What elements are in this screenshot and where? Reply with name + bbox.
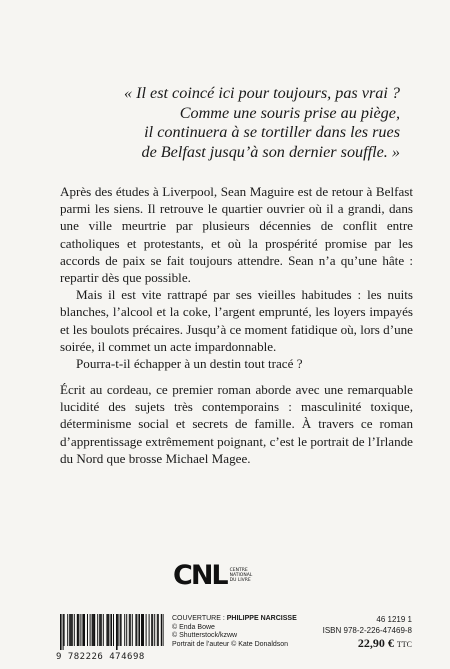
barcode-bar: [67, 614, 68, 646]
barcode-bar: [87, 614, 88, 646]
barcode-bar: [108, 614, 109, 646]
barcode-bar: [129, 614, 130, 646]
barcode-bar: [82, 614, 84, 646]
barcode-bar: [143, 614, 144, 646]
cover-credits: [172, 615, 297, 649]
barcode-bar: [120, 614, 121, 646]
price: [323, 638, 412, 650]
barcode-bar: [103, 614, 104, 646]
book-info: [323, 614, 412, 650]
barcode-bar: [70, 614, 71, 646]
cnl-logo-subtitle: [230, 568, 253, 583]
review-paragraph: Écrit au cordeau, ce premier roman aborde avec une remarquable lucidité des sujets très contemporains : masculinité toxique, déterminisme social et secrets de famille. À travers ce roman d’apprentissage extrêmement poignant, c’est le portrait de l’Irlande du Nord que brosse Michael Magee.: [60, 382, 413, 466]
barcode-bar: [106, 614, 107, 646]
barcode-bar: [71, 614, 73, 646]
barcode-number: 9 782226 474698: [56, 652, 145, 662]
barcode-bar: [130, 614, 131, 646]
back-cover-quote: [60, 84, 400, 162]
price-suffix: TTC: [396, 640, 412, 649]
barcode-bar: [63, 614, 64, 650]
barcode-bar: [90, 614, 91, 646]
cnl-subtitle-line: DU LIVRE: [229, 578, 251, 583]
summary-paragraph: Pourra-t-il échapper à un destin tout tracé ?: [76, 356, 303, 372]
barcode-bar: [121, 614, 122, 646]
barcode-bar: [77, 614, 79, 646]
cover-label: COUVERTURE :: [172, 615, 225, 622]
barcode-bar: [151, 614, 152, 646]
credit-line: © Enda Bowe: [172, 623, 215, 631]
barcode-bar: [107, 614, 108, 646]
barcode-bar: [146, 614, 147, 646]
barcode-bar: [74, 614, 75, 646]
barcode-bar: [93, 614, 94, 646]
barcode-bar: [101, 614, 102, 646]
barcode-bar: [161, 614, 163, 646]
summary-paragraph: Mais il est vite rattrapé par ses vieilles habitudes : les nuits blanches, l’alcool et la coke, l’argent emprunté, les loyers impayés et les boulots précaires. Jusqu’à ce moment fatidique où, lors d’une soirée, il commet un acte impardonnable.: [60, 287, 413, 354]
quote-line: « Il est coincé ici pour toujours, pas vrai ?: [123, 84, 400, 102]
quote-line: Comme une souris prise au piège,: [179, 103, 400, 122]
barcode-bar: [136, 614, 137, 646]
book-review: [60, 381, 413, 467]
book-summary: [60, 183, 413, 372]
barcode-bar: [118, 614, 119, 646]
barcode-bar: [124, 614, 125, 646]
barcode-bar: [142, 614, 143, 646]
barcode-bar: [99, 614, 101, 646]
barcode-bar: [138, 614, 140, 646]
credit-line: © Shutterstock/kzww: [172, 632, 238, 640]
barcode-bar: [97, 614, 98, 646]
cover-designer: PHILIPPE NARCISSE: [226, 615, 297, 622]
barcode-bar: [92, 614, 93, 646]
barcode-bar: [69, 614, 70, 646]
barcode-bar: [154, 614, 155, 646]
summary-paragraph: Après des études à Liverpool, Sean Maguire est de retour à Belfast parmi les siens. Il retrouve le quartier ouvrier où il a grandi, dans une ville meurtrie par plusieurs décennies de conflit entre catholiques et protestants, et où la prospérité promise par les accords de paix se fait toujours attendre. Sean n’a qu’une hâte : repartir dès que possible.: [60, 184, 413, 286]
barcode-bar: [135, 614, 136, 646]
isbn: ISBN 978-2-226-47469-8: [322, 626, 412, 635]
barcode-bar: [116, 614, 118, 650]
price-value: 22,90 €: [357, 636, 394, 650]
barcode-bar: [141, 614, 142, 646]
barcode-bar: [78, 614, 79, 646]
barcode-bar: [113, 614, 114, 646]
barcode-bar: [110, 614, 112, 646]
barcode-bar: [149, 614, 150, 646]
barcode-bar: [157, 614, 158, 646]
cnl-subtitle-line: NATIONAL: [229, 573, 253, 578]
product-code: 46 1219 1: [376, 615, 412, 624]
barcode-bar: [64, 614, 65, 646]
barcode-bar: [80, 614, 81, 646]
barcode: [56, 614, 164, 652]
quote-line: de Belfast jusqu’à son dernier souffle. »: [141, 142, 400, 161]
cnl-subtitle-line: CENTRE: [229, 568, 248, 573]
cnl-logo: [173, 560, 252, 591]
barcode-bar: [94, 614, 96, 646]
cnl-logo-mark: CNL: [173, 560, 227, 591]
barcode-bar: [60, 614, 62, 650]
barcode-bar: [84, 614, 85, 646]
barcode-bar: [132, 614, 133, 646]
cover-credit-line: [172, 615, 297, 624]
barcode-bar: [163, 614, 164, 646]
credit-line: Portrait de l’auteur © Kate Donaldson: [172, 640, 289, 648]
barcode-bar: [158, 614, 159, 646]
barcode-bar: [126, 614, 127, 646]
quote-line: il continuera à se tortiller dans les rues: [144, 123, 400, 142]
barcode-bar: [152, 614, 153, 646]
